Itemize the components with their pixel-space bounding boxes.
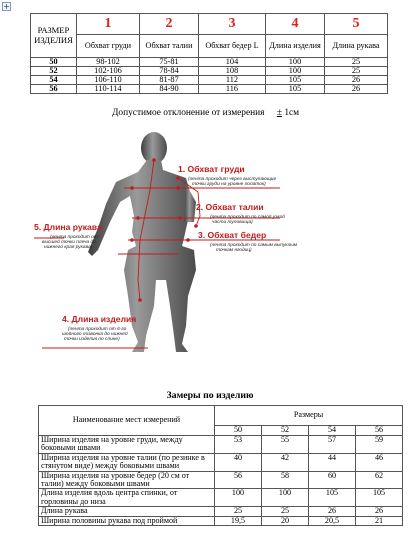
size-corner-label: РАЗМЕР ИЗДЕЛИЯ xyxy=(31,14,77,58)
measurement-value: 62 xyxy=(356,471,403,489)
callout-sleeve xyxy=(34,222,102,250)
measurement-value: 40 xyxy=(215,453,262,471)
measurement-value: 59 xyxy=(356,436,403,454)
value-cell: 81-87 xyxy=(140,76,199,85)
measurement-value: 42 xyxy=(262,453,309,471)
table-row xyxy=(39,516,403,525)
size-cell: 50 xyxy=(31,58,77,67)
column-number: 2 xyxy=(140,14,199,35)
tolerance-value: 1см xyxy=(284,108,300,118)
callout-chest xyxy=(178,164,276,187)
measurement-value: 25 xyxy=(215,507,262,516)
measurement-value: 55 xyxy=(262,436,309,454)
measurement-value: 105 xyxy=(356,489,403,507)
table-row xyxy=(31,67,388,76)
size-header: 52 xyxy=(262,426,309,436)
value-cell: 26 xyxy=(325,85,388,94)
measurement-value: 19,5 xyxy=(215,516,262,525)
measurement-value: 44 xyxy=(309,453,356,471)
column-label: Обхват бедер L xyxy=(199,35,266,58)
column-label: Длина изделия xyxy=(266,35,325,58)
column-label: Обхват груди xyxy=(77,35,140,58)
measurement-value: 100 xyxy=(215,489,262,507)
svg-text:(лента проходит от: (лента проходит от xyxy=(50,235,98,240)
column-number: 4 xyxy=(266,14,325,35)
size-cell: 54 xyxy=(31,76,77,85)
svg-text:(лента проходит по самым выпук: (лента проходит по самым выпуклым xyxy=(210,243,298,248)
size-chart-table xyxy=(30,13,388,94)
value-cell: 106-110 xyxy=(77,76,140,85)
svg-text:части туловища): части туловища) xyxy=(212,220,253,225)
measurement-value: 25 xyxy=(262,507,309,516)
table-row xyxy=(31,76,388,85)
tolerance-note xyxy=(112,108,299,118)
size-header: 54 xyxy=(309,426,356,436)
measurement-value: 105 xyxy=(309,489,356,507)
table-row xyxy=(39,507,403,516)
size-cell: 52 xyxy=(31,67,77,76)
value-cell: 100 xyxy=(266,58,325,67)
svg-text:1. Обхват груди: 1. Обхват груди xyxy=(178,164,245,174)
measurement-value: 20,5 xyxy=(309,516,356,525)
callout-hips xyxy=(198,230,298,253)
value-cell: 100 xyxy=(266,67,325,76)
svg-text:(лента проходит по самой узкой: (лента проходит по самой узкой xyxy=(210,215,285,220)
svg-text:(лента проходит через выступаю: (лента проходит через выступающие xyxy=(188,177,277,182)
column-number: 5 xyxy=(325,14,388,35)
callout-waist xyxy=(196,202,285,225)
value-cell: 78-84 xyxy=(140,67,199,76)
table-anchor-icon[interactable]: + xyxy=(3,2,10,11)
measurement-value: 53 xyxy=(215,436,262,454)
value-cell: 84-90 xyxy=(140,85,199,94)
value-cell: 112 xyxy=(199,76,266,85)
svg-text:4. Длина изделия: 4. Длина изделия xyxy=(62,314,137,324)
table-row xyxy=(31,58,388,67)
measurement-name: Ширина изделия на уровне талии (по резинке в стянутом виде) между боковыми швами xyxy=(39,453,215,471)
svg-text:(лента проходит от 6-го: (лента проходит от 6-го xyxy=(68,327,127,332)
svg-text:высшей точки плеча до: высшей точки плеча до xyxy=(42,240,96,245)
value-cell: 25 xyxy=(325,58,388,67)
sizes-header: Размеры xyxy=(215,406,403,426)
measurement-name: Длина изделия вдоль центра спинки, от горловины до низа xyxy=(39,489,215,507)
value-cell: 116 xyxy=(199,85,266,94)
column-label: Длина рукава xyxy=(325,35,388,58)
svg-text:точкам ягодиц): точкам ягодиц) xyxy=(216,248,252,253)
svg-text:2. Обхват талии: 2. Обхват талии xyxy=(196,202,264,212)
measurement-value: 58 xyxy=(262,471,309,489)
value-cell: 108 xyxy=(199,67,266,76)
measurement-name: Ширина изделия на уровне груди, между боковыми швами xyxy=(39,436,215,454)
measurement-value: 100 xyxy=(262,489,309,507)
size-cell: 56 xyxy=(31,85,77,94)
table-row xyxy=(39,471,403,489)
measurement-name: Ширина изделия на уровне бедер (20 см от талии) между боковыми швами xyxy=(39,471,215,489)
column-label: Обхват талии xyxy=(140,35,199,58)
table-row xyxy=(39,489,403,507)
size-header: 50 xyxy=(215,426,262,436)
value-cell: 105 xyxy=(266,76,325,85)
measurements-title: Замеры по изделию xyxy=(166,390,254,401)
table-row xyxy=(39,453,403,471)
size-header: 56 xyxy=(356,426,403,436)
tolerance-label: Допустимое отклонение от измерения xyxy=(112,108,265,118)
value-cell: 110-114 xyxy=(77,85,140,94)
value-cell: 98-102 xyxy=(77,58,140,67)
value-cell: 105 xyxy=(266,85,325,94)
measurement-value: 60 xyxy=(309,471,356,489)
value-cell: 75-81 xyxy=(140,58,199,67)
name-header: Наименование мест измерений xyxy=(39,406,215,436)
svg-text:нижнего края рукава): нижнего края рукава) xyxy=(44,245,93,250)
measurement-value: 20 xyxy=(262,516,309,525)
measurement-value: 21 xyxy=(356,516,403,525)
table-row xyxy=(39,436,403,454)
measurement-name: Длина рукава xyxy=(39,507,215,516)
value-cell: 104 xyxy=(199,58,266,67)
value-cell: 26 xyxy=(325,76,388,85)
svg-text:5. Длина рукава: 5. Длина рукава xyxy=(34,222,102,232)
svg-text:точки груди на уровне лопаток): точки груди на уровне лопаток) xyxy=(192,182,266,187)
column-number: 1 xyxy=(77,14,140,35)
svg-text:точки изделия по спине): точки изделия по спине) xyxy=(64,337,120,342)
value-cell: 25 xyxy=(325,67,388,76)
measurement-value: 26 xyxy=(309,507,356,516)
measurement-value: 26 xyxy=(356,507,403,516)
tolerance-sign: ± xyxy=(276,108,282,118)
value-cell: 102-106 xyxy=(77,67,140,76)
table-row xyxy=(31,85,388,94)
callout-length xyxy=(62,314,136,342)
body-measurement-figure xyxy=(28,130,400,380)
measurement-value: 57 xyxy=(309,436,356,454)
measurement-name: Ширина половины рукава под проймой xyxy=(39,516,215,525)
measurements-table xyxy=(38,405,403,526)
column-number: 3 xyxy=(199,14,266,35)
measurement-value: 56 xyxy=(215,471,262,489)
measurement-value: 46 xyxy=(356,453,403,471)
svg-text:шейного позвонка до нижней: шейного позвонка до нижней xyxy=(62,332,128,337)
svg-text:3. Обхват бедер: 3. Обхват бедер xyxy=(198,230,267,240)
